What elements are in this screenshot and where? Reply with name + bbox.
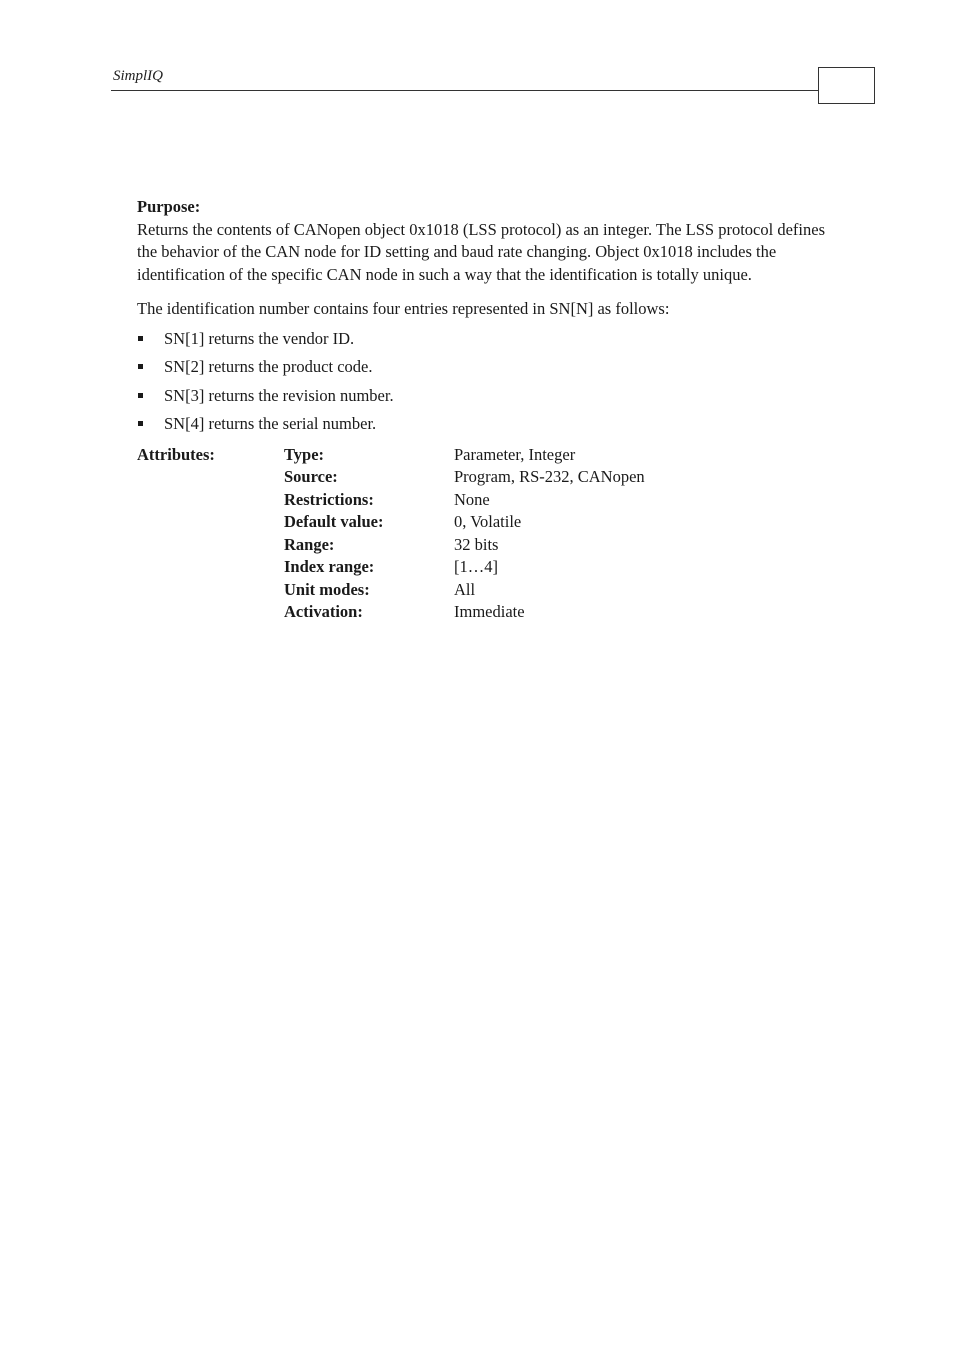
bullet-icon [138, 336, 143, 341]
attribute-row [284, 444, 827, 467]
list-item [137, 413, 827, 436]
attribute-value: Immediate [454, 602, 525, 621]
purpose-text: Returns the contents of CANopen object 0x1018 (LSS protocol) as an integer. The LSS protocol defines the behavior of the CAN node for ID setting and baud rate changing. Object 0x1018 includes the identification of the specific CAN node in such a way that the identification is totally unique. [137, 219, 825, 284]
attribute-row [284, 579, 827, 602]
attribute-value: All [454, 579, 476, 599]
attribute-key: Unit modes: [284, 579, 370, 599]
list-item-text: SN[4] returns the serial number. [164, 414, 377, 433]
attribute-value: 0, Volatile [454, 512, 522, 531]
bullet-icon [138, 364, 143, 369]
attribute-value: [1…4] [454, 557, 498, 576]
page-number-box [818, 67, 875, 104]
header-rule [111, 90, 819, 91]
document-body [137, 196, 827, 624]
attribute-key: Index range: [284, 557, 375, 576]
attribute-value: 32 bits [454, 534, 499, 554]
attribute-key: Type: [284, 444, 325, 464]
attributes-label: Attributes: [137, 444, 215, 464]
attribute-value: Program, RS-232, CANopen [454, 467, 645, 486]
attribute-value: Parameter, Integer [454, 444, 576, 464]
attributes-table [284, 444, 827, 624]
bullet-icon [138, 393, 143, 398]
header-title: SimplIQ [113, 68, 163, 84]
list-item [137, 385, 827, 408]
list-item-text: SN[3] returns the revision number. [164, 385, 394, 405]
attribute-key: Restrictions: [284, 489, 374, 509]
attribute-value: None [454, 489, 490, 509]
list-item-text: SN[2] returns the product code. [164, 357, 373, 376]
bullet-icon [138, 421, 143, 426]
attribute-row [284, 534, 827, 557]
attribute-row [284, 556, 827, 579]
sn-entries-list [137, 328, 827, 436]
attribute-row [284, 601, 827, 624]
list-item-text: SN[1] returns the vendor ID. [164, 328, 355, 348]
attribute-row [284, 466, 827, 489]
list-item [137, 356, 827, 379]
intro-text: The identification number contains four entries represented in SN[N] as follows: [137, 299, 670, 318]
attribute-key: Default value: [284, 512, 384, 531]
attribute-key: Source: [284, 467, 338, 486]
purpose-heading: Purpose: [137, 197, 201, 216]
attribute-row [284, 511, 827, 534]
attribute-row [284, 489, 827, 512]
attribute-key: Activation: [284, 602, 363, 621]
list-item [137, 328, 827, 351]
attribute-key: Range: [284, 534, 335, 554]
attributes-section [137, 444, 827, 624]
